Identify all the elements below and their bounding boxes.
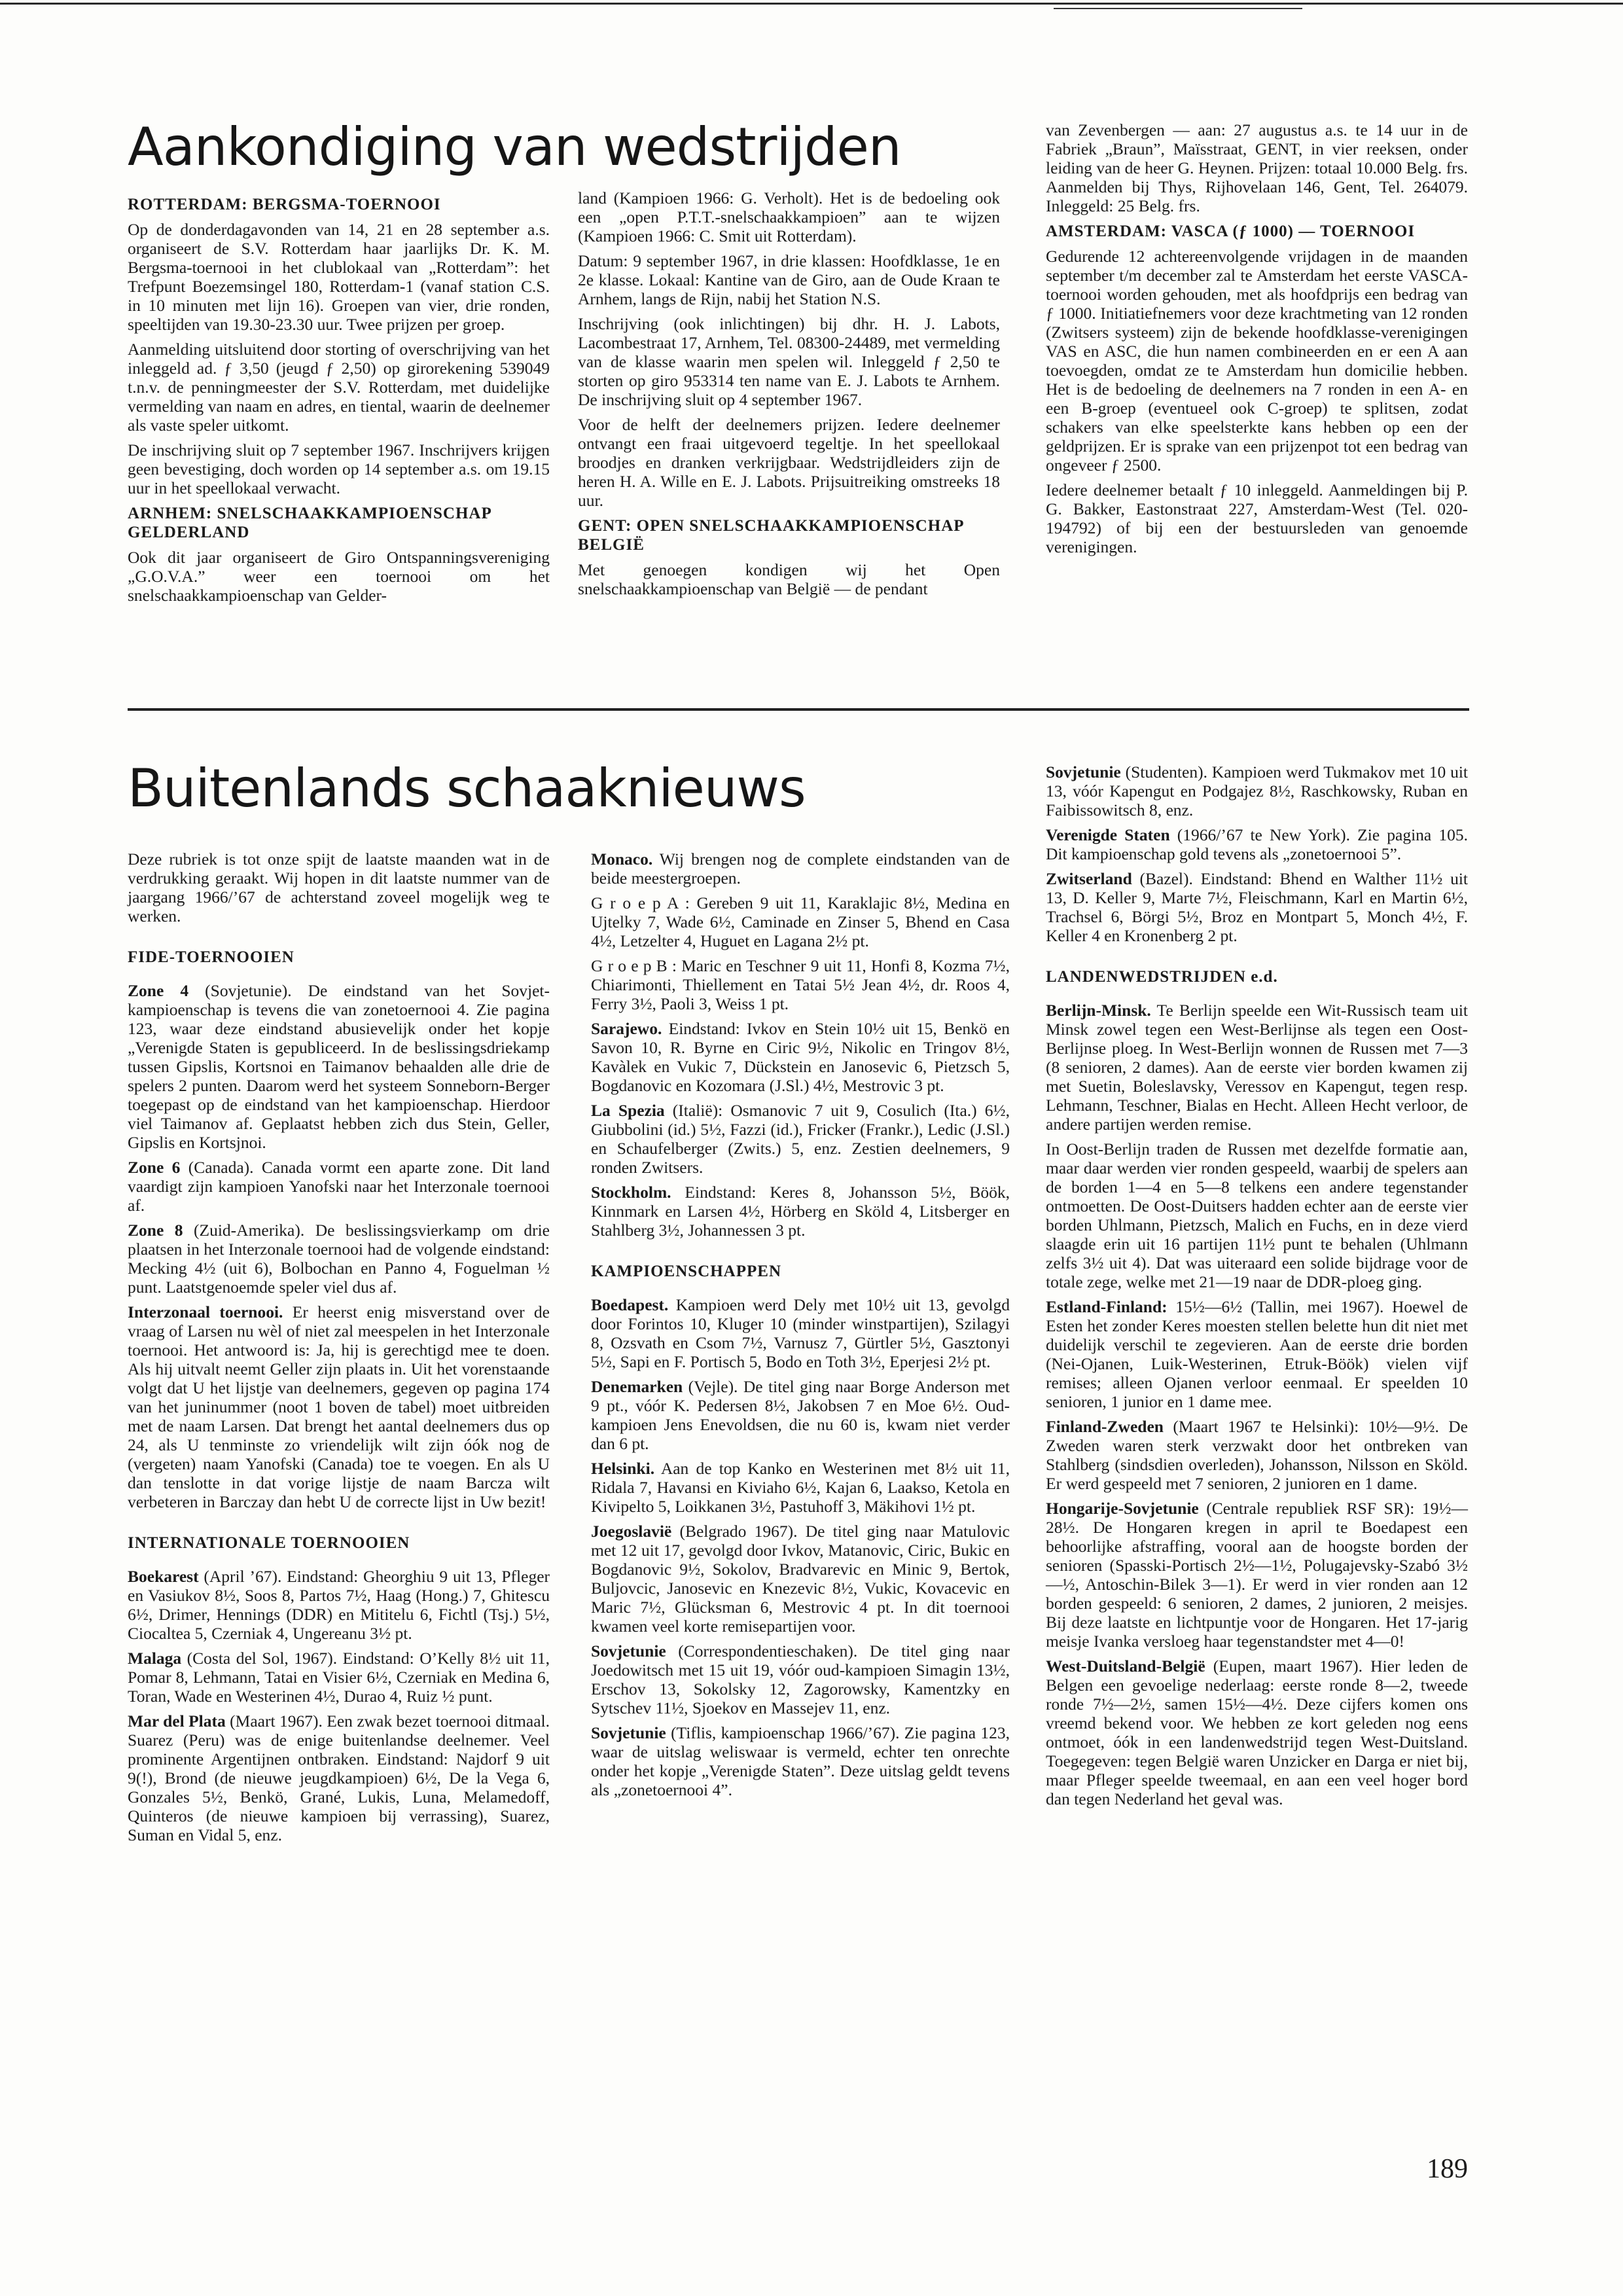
paragraph: [578, 314, 1000, 409]
paragraph: [578, 188, 1000, 245]
paragraph: [591, 850, 1010, 888]
paragraph: [128, 1302, 550, 1511]
paragraph-lead: Estland-Finland:: [1046, 1297, 1168, 1316]
paragraph: [591, 1101, 1010, 1177]
paragraph: [591, 1641, 1010, 1717]
paragraph-lead: Stockholm.: [591, 1183, 671, 1202]
paragraph-text: (Tiflis, kampioenschap 1966/’67). Zie pagina 123, waar de uitslag weliswaar is vermeld, echter ten onrechte onder het kopje „Verenigde Staten”. Deze uitslag geldt tevens als „zonetoernooi 4”.: [591, 1723, 1010, 1799]
paragraph: [591, 1183, 1010, 1240]
page-number: 189: [1427, 2154, 1468, 2184]
paragraph-text: Gereben 9 uit 11, Karaklajic 8½, Medina en Ujtelky 7, Wade 6½, Caminade en Zinser 5, Bhend en Casa 4½, Letzelter 4, Huguet en Lagana 2½ pt.: [591, 893, 1010, 950]
paragraph: [1046, 825, 1468, 863]
top-rule-short: [1054, 8, 1302, 9]
paragraph: [591, 1723, 1010, 1799]
news-column-2: [591, 850, 1010, 1805]
paragraph: [128, 340, 550, 435]
announcements-column-3: [1046, 120, 1468, 562]
paragraph-lead: Boedapest.: [591, 1295, 669, 1314]
paragraph-text: De inschrijving sluit op 7 september 1967. Inschrijvers krijgen geen bevestiging, doch worden op 14 september a.s. om 19.15 uur in het speellokaal verwacht.: [128, 440, 550, 497]
paragraph-text: Aan de top Kanko en Westerinen met 8½ uit 11, Ridala 7, Havansi en Kiviaho 6½, Kajan 6, Laakso, Ketola en Kivipelto 5, Loikkanen 3½, Pastuhoff 3, Mäkihovi 1½ pt.: [591, 1459, 1010, 1516]
paragraph-text: In Oost-Berlijn traden de Russen met dezelfde formatie aan, maar daar werden vier ronden gespeeld, waarbij de spelers aan de borden 1—4 en 5—8 telkens een andere tegenstander ontmoetten. De Oost-Duitsers hadden echter aan de eerste vier borden Uhlmann, Pietzsch, Malich en Fuchs, en in deze vierd slaagde erin uit 16 partijen 11½ punt te behalen (Uhlmann zelfs 3½ uit 4). Dat was uiteraard een solide bijdrage voor de totale zege, welke met 21—19 naar de DDR-ploeg ging.: [1046, 1139, 1468, 1291]
paragraph-text: Op de donderdagavonden van 14, 21 en 28 september a.s. organiseert de S.V. Rotterdam haar jaarlijks Dr. K. M. Bergsma-toernooi in het clublokaal van „Rotterdam”: het Trefpunt Boezemsingel 180, Rotterdam-1 (vanaf station C.S. in 10 minuten met lijn 16). Groepen van vier, drie ronden, speeltijden van 19.30-23.30 uur. Twee prijzen per groep.: [128, 220, 550, 334]
paragraph-text: (Bazel). Eindstand: Bhend en Walther 11½ uit 13, D. Keller 9, Marte 7½, Fleischmann, Karl en Martin 6½, Trachsel 6, Börgi 5½, Broz en Montpart 5, Monch 4½, F. Keller 4 en Kronenberg 2 pt.: [1046, 869, 1468, 945]
paragraph-lead: Zone 8: [128, 1221, 183, 1240]
paragraph-text: Ook dit jaar organiseert de Giro Ontspanningsvereniging „G.O.V.A.” weer een toernooi om het snelschaakkampioenschap van Gelder-: [128, 548, 550, 605]
paragraph-lead: Berlijn-Minsk.: [1046, 1001, 1151, 1020]
paragraph-lead: Joegoslavië: [591, 1522, 672, 1541]
paragraph-lead: Helsinki.: [591, 1459, 655, 1478]
paragraph-text: Voor de helft der deelnemers prijzen. Iedere deelnemer ontvangt een fraai uitgevoerd tegeltje. In het speellokaal broodjes en dranken verkrijgbaar. Wedstrijdleiders zijn de heren H. A. Wille en E. J. Labots. Prijsuitreiking omstreeks 18 uur.: [578, 415, 1000, 510]
paragraph-text: (1966/’67 te New York). Zie pagina 105. Dit kampioenschap gold tevens als „zonetoernooi 5”.: [1046, 825, 1468, 863]
paragraph: [128, 1712, 550, 1844]
group-label: G r o e p B :: [591, 956, 677, 975]
paragraph-text: Deze rubriek is tot onze spijt de laatste maanden wat in de verdrukking geraakt. Wij hopen in dit laatste nummer van de jaargang 1966/’67 de achterstand zoveel mogelijk weg te werken.: [128, 850, 550, 925]
paragraph: [128, 1567, 550, 1643]
section-heading: FIDE-TOERNOOIEN: [128, 948, 294, 966]
paragraph: [578, 251, 1000, 308]
paragraph-text: van Zevenbergen — aan: 27 augustus a.s. te 14 uur in de Fabriek „Braun”, Maïsstraat, GENT, in vier reeksen, onder leiding van de heer G. Heynen. Prijzen: totaal 10.000 Belg. frs. Aanmelden bij Thys, Rijhovelaan 146, Gent, Tel. 264079. Inleggeld: 25 Belg. frs.: [1046, 120, 1468, 215]
paragraph: [1046, 1657, 1468, 1808]
paragraph-lead: Malaga: [128, 1649, 182, 1668]
paragraph: [1046, 869, 1468, 945]
top-rule: [0, 3, 1623, 5]
paragraph-text: Iedere deelnemer betaalt ƒ 10 inleggeld. Aanmeldingen bij P. G. Bakker, Eastonstraat 227, Amsterdam-West (Tel. 020-194792) of bij een der bestuursleden van genoemde verenigingen.: [1046, 480, 1468, 556]
paragraph: [591, 1459, 1010, 1516]
paragraph: [128, 440, 550, 497]
paragraph: [591, 1295, 1010, 1371]
paragraph: [1046, 1001, 1468, 1134]
paragraph-text: Eindstand: Ivkov en Stein 10½ uit 15, Benkö en Savon 10, R. Byrne en Ciric 9½, Nikolic en Tringov 8½, Kavàlek en Vukic 7, Dückstein en Janosevic 6, Pietzsch 5, Bogdanovic en Kozomara (J.Sl.) 4½, Mestrovic 3 pt.: [591, 1019, 1010, 1095]
paragraph-lead: Interzonaal toernooi.: [128, 1302, 283, 1321]
paragraph-lead: Sovjetunie: [591, 1641, 666, 1660]
paragraph: [591, 1522, 1010, 1636]
paragraph-text: Inschrijving (ook inlichtingen) bij dhr. H. J. Labots, Lacombestraat 17, Arnhem, Tel. 08300-24489, met vermelding van de klasse waarin men spelen wil. Inleggeld ƒ 2,50 te storten op giro 953314 ten name van E. J. Labots te Arnhem. De inschrijving sluit op 4 september 1967.: [578, 314, 1000, 409]
news-title: Buitenlands schaaknieuws: [128, 758, 806, 819]
section-heading: INTERNATIONALE TOERNOOIEN: [128, 1534, 410, 1552]
paragraph-lead: Sovjetunie: [1046, 762, 1121, 781]
section-heading: LANDENWEDSTRIJDEN e.d.: [1046, 968, 1278, 986]
paragraph: [128, 981, 550, 1152]
paragraph-lead: Monaco.: [591, 850, 653, 869]
paragraph-lead: Verenigde Staten: [1046, 825, 1170, 844]
paragraph: [1046, 120, 1468, 215]
paragraph-text: 15½—6½ (Tallin, mei 1967). Hoewel de Esten het zonder Keres moesten stellen belette hun dit niet met duidelijk verschil te zegevieren. Aan de eerste drie borden (Nei-Ojanen, Luik-Westerinen, Etruk-Böök) vielen vijf remises; alleen Ojanen verloor eenmaal. Er speelden 10 senioren, 1 junior en 1 dame mee.: [1046, 1297, 1468, 1411]
paragraph-text: (Costa del Sol, 1967). Eindstand: O’Kelly 8½ uit 11, Pomar 8, Lehmann, Tatai en Visier 6½, Czerniak en Medina 6, Toran, Wade en Westerinen 4½, Durao 4, Ruiz ½ punt.: [128, 1649, 550, 1706]
paragraph-text: (Correspondentieschaken). De titel ging naar Joedowitsch met 15 uit 19, vóór oud-kampioen Simagin 13½, Erschov 13, Sokolsky 12, Zagorowsky, Kamentzky en Sytschev 11½, Sjoekov en Massejev 11, enz.: [591, 1641, 1010, 1717]
paragraph-text: Gedurende 12 achtereenvolgende vrijdagen in de maanden september t/m december zal te Amsterdam het eerste VASCA-toernooi worden gehouden, met als hoofdprijs een bedrag van ƒ 1000. Initiatiefnemers voor deze krachtmeting van 12 ronden (Zwitsers systeem) zijn de bekende hoofdklasse-verenigingen VAS en ASC, die hun namen combineerden en er een A aan toevoegden, omdat ze te Amsterdam hun domicilie hebben. Het is de bedoeling de deelnemers na 7 ronden in een A- en een B-groep (eventueel ook C-groep) te splitsen, zodat schakers van elke speelsterkte kans hebben op een der geldprijzen. Er is sprake van een prijzenpot tot een bedrag van ongeveer ƒ 2500.: [1046, 247, 1468, 475]
paragraph-text: (Maart 1967 te Helsinki): 10½—9½. De Zweden waren sterk verzwakt door het ontbreken van Stahlberg (sindsdien overleden), Johansson, Nilsson en Sköld. Er werd gespeeld met 7 senioren, 2 junioren en 1 dame.: [1046, 1417, 1468, 1493]
paragraph-lead: Denemarken: [591, 1377, 683, 1396]
section-heading: ROTTERDAM: BERGSMA-TOERNOOI: [128, 196, 441, 213]
paragraph-text: (Centrale republiek RSF SR): 19½—28½. De Hongaren kregen in april te Boedapest een behoorlijke afstraffing, vooral aan de hoogste borden der senioren (Spasski-Portisch 2½—1½, Polugajevsky-Szabó 3½—½, Antoschin-Bilek 3—1). Er werd in vier ronden aan 12 borden gespeeld: 6 senioren, 2 dames, 2 junioren, 2 meisjes. Bij deze laatste en lichtpuntje voor de Hongaren. Het 17-jarig meisje Ivanka versloeg haar tegenstandster met 4—0!: [1046, 1499, 1468, 1651]
paragraph-text: (Vejle). De titel ging naar Borge Anderson met 9 pt., vóór K. Pedersen 8½, Jakobsen 7 en Moe 6½. Oud-kampioen Jens Enevoldsen, die nu 60 is, kwam niet verder dan 6 pt.: [591, 1377, 1010, 1453]
paragraph: [591, 1377, 1010, 1453]
paragraph: [1046, 1139, 1468, 1291]
paragraph-lead: Zone 6: [128, 1158, 181, 1177]
paragraph-lead: Zone 4: [128, 981, 189, 1000]
paragraph: [128, 1158, 550, 1215]
paragraph-text: (Zuid-Amerika). De beslissingsvierkamp om drie plaatsen in het Interzonale toernooi had de volgende eindstand: Mecking 4½ (uit 6), Bolbochan en Panno 4, Foguelman ½ punt. Laatstgenoemde speler viel dus af.: [128, 1221, 550, 1297]
paragraph: [1046, 762, 1468, 819]
paragraph: [128, 220, 550, 334]
paragraph-lead: Finland-Zweden: [1046, 1417, 1164, 1436]
paragraph-lead: La Spezia: [591, 1101, 665, 1120]
section-heading: KAMPIOENSCHAPPEN: [591, 1263, 781, 1280]
announcements-column-2: [578, 188, 1000, 604]
section-divider: [128, 708, 1469, 711]
paragraph-lead: Sovjetunie: [591, 1723, 666, 1742]
paragraph-text: Met genoegen kondigen wij het Open snelschaakkampioenschap van België — de pendant: [578, 560, 1000, 598]
paragraph-lead: Mar del Plata: [128, 1712, 226, 1731]
paragraph: [578, 560, 1000, 598]
paragraph-text: Wij brengen nog de complete eindstanden van de beide meestergroepen.: [591, 850, 1010, 888]
paragraph-text: (Italië): Osmanovic 7 uit 9, Cosulich (Ita.) 6½, Giubbolini (id.) 5½, Fazzi (id.), Fricker (Frankr.), Ledic (J.Sl.) en Schaufelberger (Zwits.) 5, enz. Zestien deelnemers, 9 ronden Zwitsers.: [591, 1101, 1010, 1177]
paragraph-text: (Eupen, maart 1967). Hier leden de Belgen een gevoelige nederlaag: eerste ronde 8—2, tweede ronde 7½—2½, samen 15½—4½. Deze cijfers komen ons vreemd bekend voor. We hebben ze kort geleden nog eens ontmoet, óók in een landenwedstrijd tegen West-Duitsland. Toegegeven: tegen België waren Unzicker en Darga er niet bij, maar Pfleger speelde tweemaal, en aan een veel hoger bord dan tegen Nederland het geval was.: [1046, 1657, 1468, 1808]
section-heading: AMSTERDAM: VASCA (ƒ 1000) — TOERNOOI: [1046, 223, 1416, 240]
paragraph: [1046, 247, 1468, 475]
paragraph: [128, 1649, 550, 1706]
news-column-1: [128, 850, 550, 1850]
paragraph-lead: Hongarije-Sovjetunie: [1046, 1499, 1199, 1518]
paragraph-text: Aanmelding uitsluitend door storting of overschrijving van het inleggeld ad. ƒ 3,50 (jeugd ƒ 2,50) op girorekening 539049 t.n.v. de penningmeester der S.V. Rotterdam, met duidelijke vermelding van naam en adres, en tiental, waarin de deelnemer als vaste speler uitkomt.: [128, 340, 550, 435]
paragraph: [591, 1019, 1010, 1095]
paragraph: [1046, 1417, 1468, 1493]
paragraph: [128, 1221, 550, 1297]
paragraph: [128, 850, 550, 925]
paragraph-text: (Studenten). Kampioen werd Tukmakov met 10 uit 13, vóór Kapengut en Podgajez 8½, Raschkowsky, Ruban en Faibissowitsch 8, enz.: [1046, 762, 1468, 819]
paragraph-text: land (Kampioen 1966: G. Verholt). Het is de bedoeling ook een „open P.T.T.-snelschaakkampioen” aan te wijzen (Kampioen 1966: C. Smit uit Rotterdam).: [578, 188, 1000, 245]
paragraph-lead: Zwitserland: [1046, 869, 1132, 888]
paragraph-text: Datum: 9 september 1967, in drie klassen: Hoofdklasse, 1e en 2e klasse. Lokaal: Kantine van de Giro, aan de Oude Kraan te Arnhem, langs de Rijn, nabij het Station N.S.: [578, 251, 1000, 308]
paragraph: [578, 415, 1000, 510]
paragraph: [1046, 1499, 1468, 1651]
paragraph: [1046, 480, 1468, 556]
announcements-title: Aankondiging van wedstrijden: [128, 117, 901, 177]
paragraph-text: Eindstand: Keres 8, Johansson 5½, Böök, Kinnmark en Larsen 4½, Hörberg en Sköld 4, Litsberger en Stahlberg 3½, Johannessen 3 pt.: [591, 1183, 1010, 1240]
section-heading: GENT: OPEN SNELSCHAAKKAMPIOENSCHAP BELGIË: [578, 517, 964, 554]
paragraph-lead: Sarajewo.: [591, 1019, 662, 1038]
paragraph-lead: Boekarest: [128, 1567, 199, 1586]
paragraph-text: Kampioen werd Dely met 10½ uit 13, gevolgd door Forintos 10, Kluger 10 (minder winstpartijen), Szilagyi 8, Ozsvath en Csom 7½, Varnusz 7, Gürtler 5½, Gasztonyi 5½, Sapi en F. Portisch 5, Bodo en Toth 3½, Eperjesi 2½ pt.: [591, 1295, 1010, 1371]
paragraph-text: (Sovjetunie). De eindstand van het Sovjet-kampioenschap is tevens die van zonetoernooi 4. Zie pagina 123, waar deze eindstand abusievelijk onder het kopje „Verenigde Staten is gepubliceerd. In de beslissingsdriekamp tussen Gipslis, Kortsnoi en Taimanov behaalden alle drie de spelers 2 punten. Daarom werd het systeem Sonneborn-Berger toegepast op de eindstand van het kampioenschap. Hierdoor viel Taimanov af. Geplaatst hebben zich dus Stein, Geller, Gipslis en Kortsjnoi.: [128, 981, 550, 1152]
paragraph-text: (Canada). Canada vormt een aparte zone. Dit land vaardigt zijn kampioen Yanofski naar het Interzonale toernooi af.: [128, 1158, 550, 1215]
paragraph-lead: West-Duitsland-België: [1046, 1657, 1205, 1676]
section-heading: ARNHEM: SNELSCHAAKKAMPIOENSCHAP GELDERLAND: [128, 505, 491, 541]
paragraph: [591, 956, 1010, 1013]
paragraph-text: (Belgrado 1967). De titel ging naar Matulovic met 12 uit 17, gevolgd door Ivkov, Matanovic, Ciric, Bukic en Bogdanovic 9½, Sokolov, Bradvarevic en Minic 9, Bertok, Buljovcic, Janosevic en Knezevic 8½, Vukic, Kovacevic en Maric 7½, Glücksman 6, Mestrovic 4 pt. In dit toernooi kwamen veel korte remisepartijen voor.: [591, 1522, 1010, 1636]
paragraph: [1046, 1297, 1468, 1411]
paragraph-text: Maric en Teschner 9 uit 11, Honfi 8, Kozma 7½, Chiarimonti, Thiellement en Tatai 5½ Jean 4½, dr. Roos 4, Ferry 3½, Paoli 3, Weiss 1 pt.: [591, 956, 1010, 1013]
paragraph-text: Er heerst enig misverstand over de vraag of Larsen nu wèl of niet zal meespelen in het Interzonale toernooi. Het antwoord is: Ja, hij is gerechtigd mee te doen. Als hij uitvalt neemt Geller zijn plaats in. Uit het vorenstaande volgt dat U het lijstje van deelnemers, gegeven op pagina 174 van het juninummer (noot 1 boven de tabel) moet uitbreiden met de naam Larsen. Dat brengt het aantal deelnemers dus op 24, als U tenminste zo vriendelijk wilt zijn óók nog de (vergeten) naam Yanofski (Canada) toe te voegen. En als U dan tenslotte in dat vorige lijstje de naam Barcza wilt verbeteren in Barczay dan hebt U de correcte lijst in Uw bezit!: [128, 1302, 550, 1511]
paragraph: [128, 548, 550, 605]
paragraph-text: (Maart 1967). Een zwak bezet toernooi ditmaal. Suarez (Peru) was de enige buitenlandse deelnemer. Veel prominente Argentijnen ontbraken. Eindstand: Najdorf 9 uit 9(!), Brond (de nieuwe jeugdkampioen) 6½, De la Vega 6, Gonzales 5½, Benkö, Grané, Lukis, Luna, Melamedoff, Quinteros (de nieuwe kampioen bij verrassing), Suarez, Suman en Vidal 5, enz.: [128, 1712, 550, 1844]
paragraph-text: (April ’67). Eindstand: Gheorghiu 9 uit 13, Pfleger en Vasiukov 8½, Soos 8, Partos 7½, Haag (Hong.) 7, Ghitescu 6½, Drimer, Hennings (DDR) en Mititelu 6, Fichtl (Tsj.) 5½, Ciocaltea 5, Czerniak 4, Ungereanu 3½ pt.: [128, 1567, 550, 1643]
paragraph: [591, 893, 1010, 950]
group-label: G r o e p A :: [591, 893, 690, 912]
news-column-3: [1046, 762, 1468, 1814]
paragraph-text: Te Berlijn speelde een Wit-Russisch team uit Minsk zowel tegen een West-Berlijnse als tegen een Oost-Berlijnse ploeg. In West-Berlijn wonnen de Russen met 7—3 (8 senioren, 2 dames). Aan de eerste vier borden kwamen zij met Suetin, Boleslavsky, Veressov en Kapengut, tegen resp. Lehmann, Teschner, Bialas en Hecht. Alleen Hecht verloor, de andere partijen werden remise.: [1046, 1001, 1468, 1134]
announcements-column-1: [128, 188, 550, 611]
